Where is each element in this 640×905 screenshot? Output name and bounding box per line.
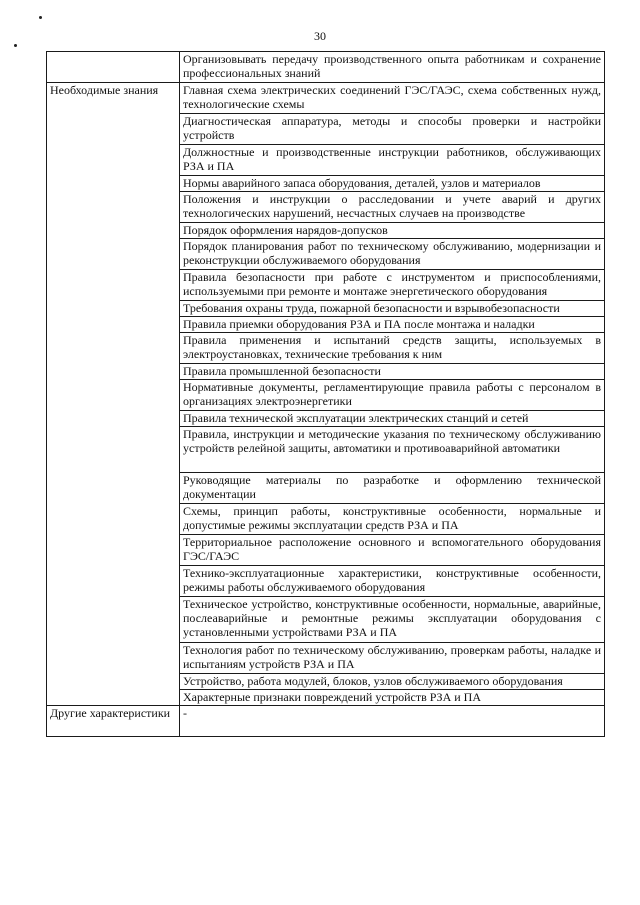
row-text: Технико-эксплуатационные характеристики, конструктивные особенности, режимы работы обслуживаемого оборудования xyxy=(180,566,605,597)
row-label xyxy=(47,52,180,83)
section-label-knowledge: Необходимые знания xyxy=(47,83,180,706)
row-text: Правила технической эксплуатации электрических станций и сетей xyxy=(180,411,605,427)
row-text: Техническое устройство, конструктивные особенности, нормальные, аварийные, послеаварийные и ремонтные режимы эксплуатации оборудования с установленными устройствами РЗА и ПА xyxy=(180,597,605,643)
row-text: Порядок планирования работ по техническому обслуживанию, модернизации и реконструкции обслуживаемого оборудования xyxy=(180,239,605,270)
row-text: Схемы, принцип работы, конструктивные особенности, нормальные и допустимые режимы эксплуатации средств РЗА и ПА xyxy=(180,504,605,535)
table-row xyxy=(47,83,605,114)
row-text: Территориальное расположение основного и вспомогательного оборудования ГЭС/ГАЭС xyxy=(180,535,605,566)
row-text: Нормативные документы, регламентирующие правила работы с персоналом в организациях электроэнергетики xyxy=(180,380,605,411)
scan-speck xyxy=(39,16,42,19)
row-text: Правила приемки оборудования РЗА и ПА после монтажа и наладки xyxy=(180,317,605,333)
page-number: 30 xyxy=(314,29,326,43)
row-text: Требования охраны труда, пожарной безопасности и взрывобезопасности xyxy=(180,301,605,317)
row-text: Характерные признаки повреждений устройств РЗА и ПА xyxy=(180,690,605,706)
row-text: Устройство, работа модулей, блоков, узлов обслуживаемого оборудования xyxy=(180,674,605,690)
row-text: Руководящие материалы по разработке и оформлению технической документации xyxy=(180,473,605,504)
row-text: Технология работ по техническому обслуживанию, проверкам работы, наладке и испытаниям устройств РЗА и ПА xyxy=(180,643,605,674)
row-text: Нормы аварийного запаса оборудования, деталей, узлов и материалов xyxy=(180,176,605,192)
row-text: Положения и инструкции о расследовании и учете аварий и других технологических нарушений, несчастных случаев на производстве xyxy=(180,192,605,223)
row-text: Порядок оформления нарядов-допусков xyxy=(180,223,605,239)
row-text: Диагностическая аппаратура, методы и способы проверки и настройки устройств xyxy=(180,114,605,145)
scan-speck xyxy=(14,44,17,47)
row-text: - xyxy=(180,706,605,737)
row-text: Правила безопасности при работе с инструментом и приспособлениями, используемыми при ремонте и монтаже энергетического оборудования xyxy=(180,270,605,301)
row-text: Правила применения и испытаний средств защиты, используемых в электроустановках, технические требования к ним xyxy=(180,333,605,364)
row-text: Организовывать передачу производственного опыта работникам и сохранение профессиональных знаний xyxy=(180,52,605,83)
table-row xyxy=(47,52,605,83)
row-text: Правила, инструкции и методические указания по техническому обслуживанию устройств релейной защиты, автоматики и противоаварийной автоматики xyxy=(180,427,605,473)
row-text: Правила промышленной безопасности xyxy=(180,364,605,380)
row-text: Должностные и производственные инструкции работников, обслуживающих РЗА и ПА xyxy=(180,145,605,176)
row-text: Главная схема электрических соединений ГЭС/ГАЭС, схема собственных нужд, технологические схемы xyxy=(180,83,605,114)
table-row xyxy=(47,706,605,737)
knowledge-table xyxy=(46,51,605,737)
section-label-other: Другие характеристики xyxy=(47,706,180,737)
